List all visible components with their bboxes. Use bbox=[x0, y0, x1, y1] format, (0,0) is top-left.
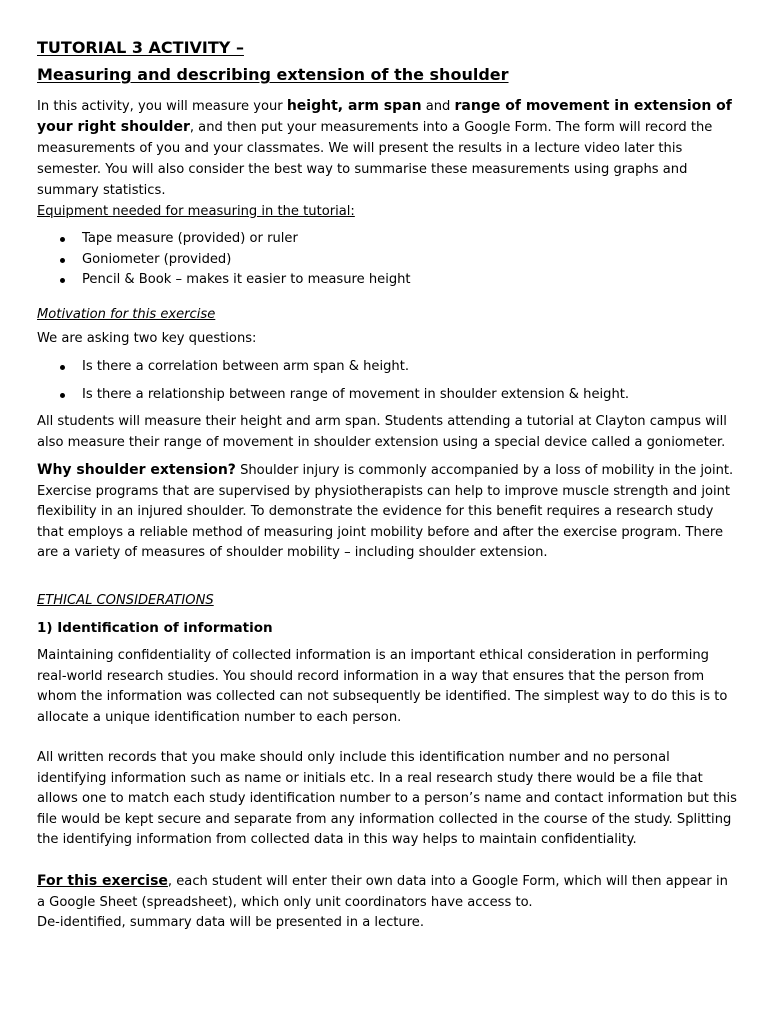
deidentified-line: De-identified, summary data will be presented in a lecture. bbox=[37, 915, 425, 930]
exercise-text: , each student will enter their own data into a Google Form, which will then appear in a Google Sheet (spreadsheet), which only unit coordinators have access to. bbox=[37, 874, 728, 910]
title-line-1: TUTORIAL 3 ACTIVITY – bbox=[37, 38, 244, 57]
equipment-heading: Equipment needed for measuring in the tutorial: bbox=[37, 204, 355, 219]
records-paragraph: All written records that you make should only include this identification number and no personal identifying information such as name or initials etc. In a real research study there would be a file that allows one to match each study identification number to a person’s name and contact information but this file would be kept secure and separate from any information collected in the course of the study. Splitting the identifying information from collected data in this way helps to maintain confidentiality. bbox=[37, 750, 737, 847]
students-paragraph: All students will measure their height and arm span. Students attending a tutorial at Clayton campus will also measure their range of movement in shoulder extension using a special device called a goniometer. bbox=[37, 414, 727, 450]
exercise-label: For this exercise bbox=[37, 873, 168, 889]
question-item: Is there a correlation between arm span & height. bbox=[37, 357, 737, 378]
why-text: Shoulder injury is commonly accompanied by a loss of mobility in the joint. Exercise programs that are supervised by physiotherapists can help to improve muscle strength and joint flexibility in an injured shoulder. To demonstrate the evidence for this benefit requires a research study that employs a reliable method of measuring joint mobility before and after the exercise program. There are a variety of measures of shoulder mobility – including shoulder extension. bbox=[37, 463, 734, 560]
equipment-item: Tape measure (provided) or ruler bbox=[37, 229, 737, 250]
confidentiality-paragraph: Maintaining confidentiality of collected information is an important ethical consideration in performing real-world research studies. You should record information in a way that ensures that the person from whom the information was collected can not subsequently be identified. The simplest way to do this is to allocate a unique identification number to each person. bbox=[37, 648, 728, 725]
why-label: Why shoulder extension? bbox=[37, 462, 236, 478]
identification-subheading: 1) Identification of information bbox=[37, 620, 273, 636]
equipment-item: Pencil & Book – makes it easier to measure height bbox=[37, 270, 737, 291]
question-item: Is there a relationship between range of movement in shoulder extension & height. bbox=[37, 385, 737, 406]
page-title bbox=[37, 34, 737, 88]
equipment-list bbox=[37, 229, 737, 291]
intro-bold-range: range of movement in extension of your right shoulder bbox=[37, 98, 732, 135]
question-list bbox=[37, 357, 737, 405]
intro-text-3: , and then put your measurements into a Google Form. The form will record the measurements of you and your classmates. We will present the results in a lecture video later this semester. You will also consider the best way to summarise these measurements using graphs and summary statistics. bbox=[37, 120, 713, 198]
motivation-heading: Motivation for this exercise bbox=[37, 307, 216, 322]
exercise-paragraph bbox=[37, 871, 737, 934]
intro-bold-height-armspan: height, arm span bbox=[286, 98, 422, 114]
equipment-item: Goniometer (provided) bbox=[37, 250, 737, 271]
motivation-lead: We are asking two key questions: bbox=[37, 331, 257, 346]
intro-text-2: and bbox=[421, 99, 455, 114]
intro-text-1: In this activity, you will measure your bbox=[37, 99, 287, 114]
why-paragraph bbox=[37, 460, 737, 564]
title-line-2: Measuring and describing extension of the shoulder bbox=[37, 65, 509, 84]
intro-paragraph bbox=[37, 96, 737, 201]
ethics-heading: ETHICAL CONSIDERATIONS bbox=[37, 593, 214, 608]
